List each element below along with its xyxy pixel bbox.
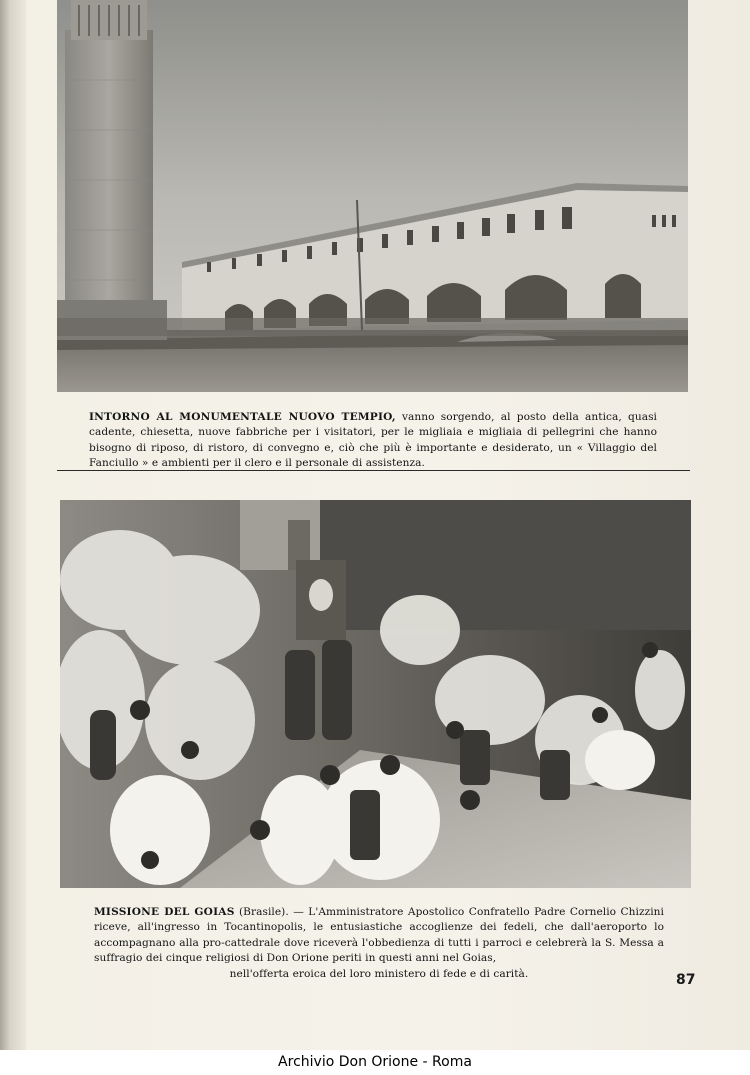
caption-goias [94, 905, 664, 982]
caption-temple-body: vanno sorgendo, al posto della antica, quasi cadente, chiesetta, nuove fabbriche per i visitatori, per le migliaia e migliaia di pellegrini che hanno bisogno di riposo, di ristoro, di convegno e, ciò che più è importante e desiderato, un « Villaggio del Fanciullo » e ambienti per il clero e il personale di assistenza. [89, 411, 657, 470]
book-gutter [0, 0, 26, 1075]
caption-temple-lead: INTORNO AL MONUMENTALE NUOVO TEMPIO, [89, 411, 396, 423]
separator-rule [57, 470, 690, 471]
photo-temple-buildings [57, 0, 688, 392]
photo-goias-procession [60, 500, 691, 888]
caption-goias-last-line: nell'offerta eroica del loro ministero di fede e di carità. [229, 967, 529, 980]
caption-goias-body: (Brasile). — L'Amministratore Apostolico Confratello Padre Cornelio Chizzini riceve, all'ingresso in Tocantinopolis, le entusiastiche accoglienze dei fedeli, che dall'aeroporto lo accompagnano alla pro-cattedrale dove riceverà l'obbedienza di tutti i parroci e celebrerà la S. Messa a suffragio dei cinque religiosi di Don Orione periti in questi anni nel Goias, [94, 906, 664, 965]
caption-goias-lead: MISSIONE DEL GOIAS [94, 906, 235, 918]
page-number: 87 [676, 972, 696, 988]
caption-temple [89, 410, 657, 472]
archive-footer: Archivio Don Orione - Roma [278, 1054, 472, 1070]
